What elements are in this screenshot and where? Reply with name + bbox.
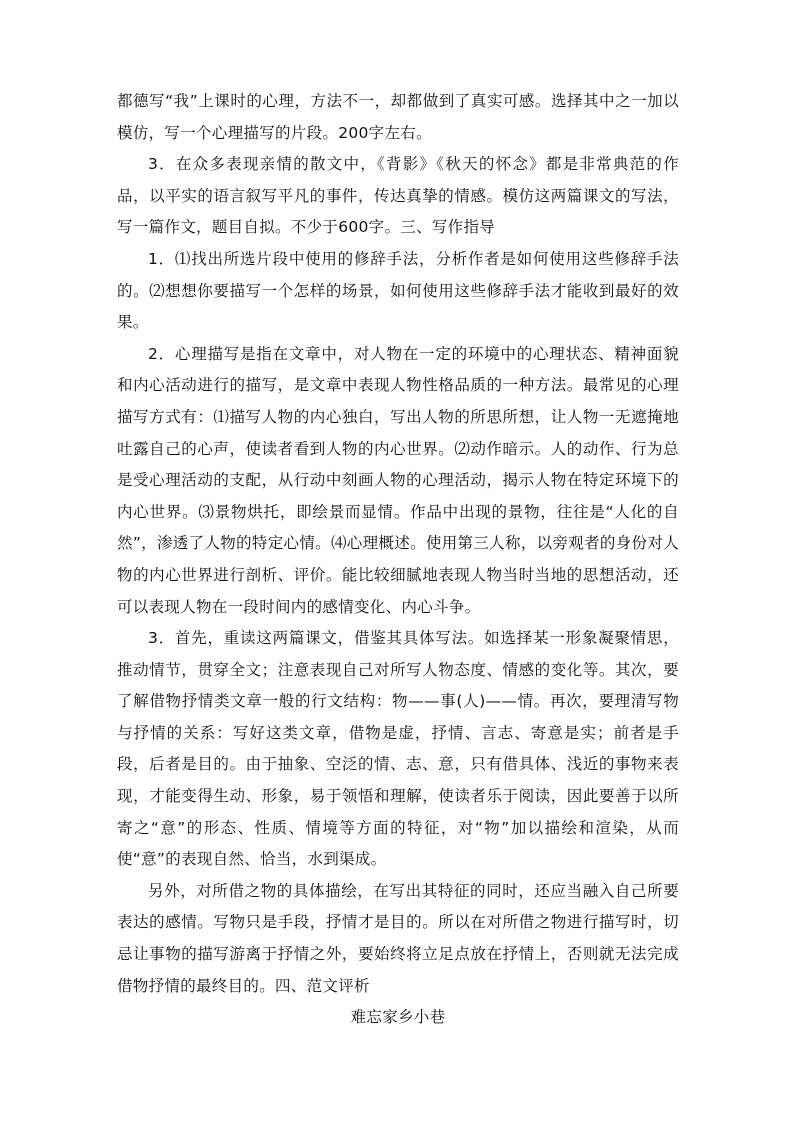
paragraph-guidance-3: 3．首先，重读这两篇课文，借鉴其具体写法。如选择某一形象凝聚情思，推动情节，贯穿全文；注意表现自己对所写人物态度、情感的变化等。其次，要了解借物抒情类文章一般的行文结构：物——事(人)——情。再次，要理清写物与抒情的关系：写好这类文章，借物是虚，抒情、言志、寄意是实；前者是手段，后者是目的。由于抽象、空泛的情、志、意，只有借具体、浅近的事物来表现，才能变得生动、形象，易于领悟和理解，使读者乐于阅读，因此要善于以所寄之“意”的形态、性质、情境等方面的特征，对“物”加以描绘和渲染，从而使“意”的表现自然、恰当，水到渠成。 [117, 629, 679, 869]
document-page [117, 86, 679, 1034]
paragraph-guidance-1: 1．⑴找出所选片段中使用的修辞手法，分析作者是如何使用这些修辞手法的。⑵想想你要描写一个怎样的场景，如何使用这些修辞手法才能收到最好的效果。 [117, 249, 679, 332]
paragraph-additional-note: 另外，对所借之物的具体描绘，在写出其特征的同时，还应当融入自己所要表达的感情。写物只是手段，抒情才是目的。所以在对所借之物进行描写时，切忌让事物的描写游离于抒情之外，要始终将立足点放在抒情上，否则就无法完成借物抒情的最终目的。四、范文评析 [117, 881, 679, 995]
paragraph-guidance-2: 2．心理描写是指在文章中，对人物在一定的环境中的心理状态、精神面貌和内心活动进行的描写，是文章中表现人物性格品质的一种方法。最常见的心理描写方式有：⑴描写人物的内心独白，写出人物的所思所想，让人物一无遮掩地吐露自己的心声，使读者看到人物的内心世界。⑵动作暗示。人的动作、行为总是受心理活动的支配，从行动中刻画人物的心理活动，揭示人物在特定环境下的内心世界。⑶景物烘托，即绘景而显情。作品中出现的景物，往往是“人化的自然”，渗透了人物的特定心情。⑷心理概述。使用第三人称，以旁观者的身份对人物的内心世界进行剖析、评价。能比较细腻地表现人物当时当地的思想活动，还可以表现人物在一段时间内的感情变化、内心斗争。 [117, 344, 679, 616]
paragraph-continuation: 都德写“我”上课时的心理，方法不一，却都做到了真实可感。选择其中之一加以模仿，写一个心理描写的片段。200字左右。 [117, 92, 679, 142]
essay-title: 难忘家乡小巷 [350, 1008, 446, 1027]
paragraph-writing-task-3: 3．在众多表现亲情的散文中，《背影》《秋天的怀念》都是非常典范的作品，以平实的语言叙写平凡的事件，传达真挚的情感。模仿这两篇课文的写法，写一篇作文，题目自拟。不少于600字。三、写作指导 [117, 155, 679, 237]
